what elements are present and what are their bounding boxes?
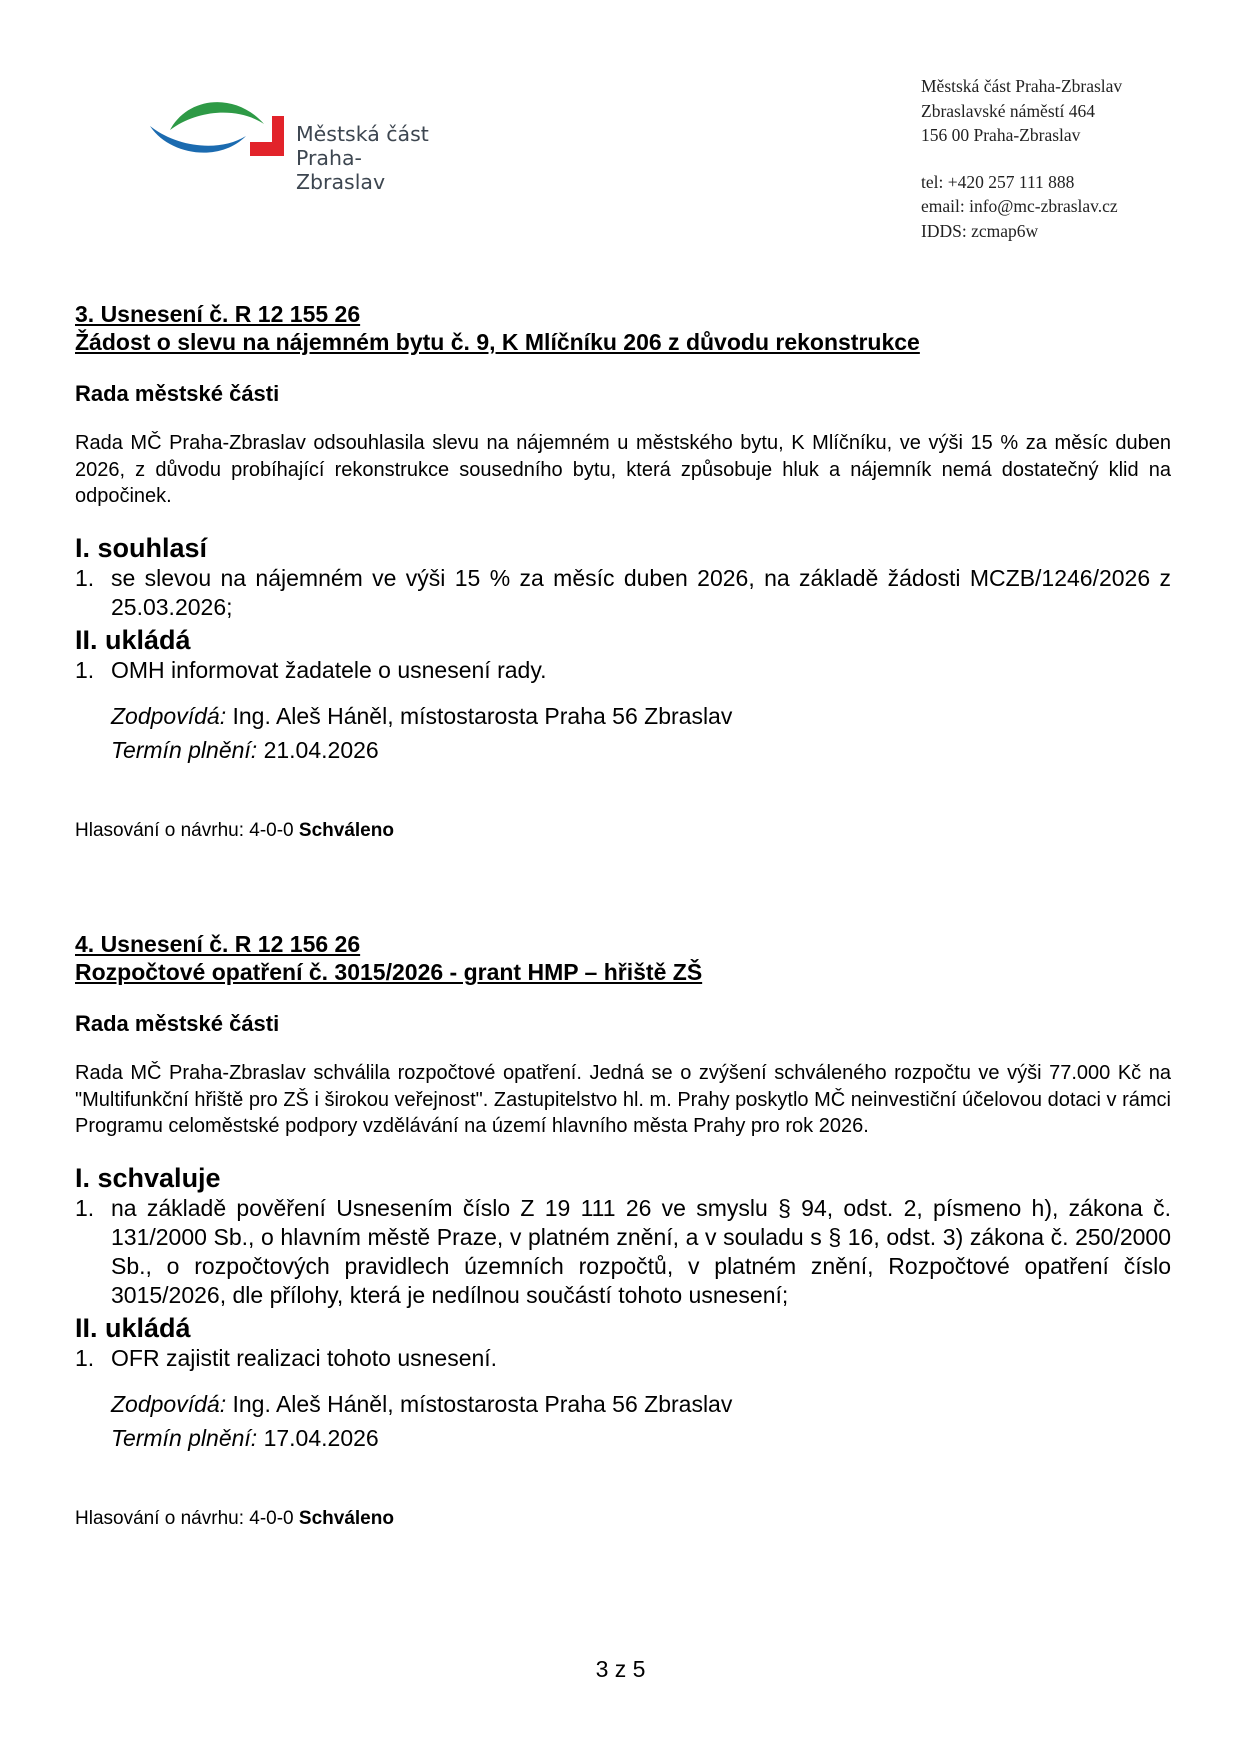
responsible-line xyxy=(75,1387,1171,1421)
resolution-description: Rada MČ Praha-Zbraslav schválila rozpočtové opatření. Jedná se o zvýšení schváleného rozpočtu ve výši 77.000 Kč na "Multifunkční hřiště pro ZŠ i širokou veřejnost". Zastupitelstvo hl. m. Prahy poskytlo MČ neinvestiční účelovou dotaci v rámci Programu celoměstské podpory vzdělávání na území hlavního města Prahy pro rok 2026. xyxy=(75,1062,1171,1137)
responsible-line xyxy=(75,699,1171,733)
contact-street: Zbraslavské náměstí 464 xyxy=(921,100,1095,121)
contact-phone: tel: +420 257 111 888 xyxy=(921,171,1075,192)
resolution-number: 3. Usnesení č. R 12 155 26 xyxy=(75,301,361,327)
logo-line-2: Praha-Zbraslav xyxy=(296,146,386,194)
contact-office: Městská část Praha-Zbraslav xyxy=(921,76,1123,96)
logo-line-1: Městská část xyxy=(296,122,429,146)
contact-gap xyxy=(921,148,1122,170)
contact-idds: IDDS: zcmap6w xyxy=(921,220,1039,241)
item-text: se slevou na nájemném ve výši 15 % za měsíc duben 2026, na základě žádosti MCZB/1246/2026 z 25.03.2026; xyxy=(111,564,1171,620)
logo-mark-icon xyxy=(148,96,293,166)
resolution-number: 4. Usnesení č. R 12 156 26 xyxy=(75,931,361,957)
part-1-item xyxy=(75,1194,1171,1310)
part-1-item xyxy=(75,564,1171,622)
council-heading: Rada městské části xyxy=(75,381,280,406)
page-number: 3 z 5 xyxy=(595,1656,646,1682)
deadline-line xyxy=(75,733,1171,767)
item-number: 1. xyxy=(75,564,95,591)
resolution-title: Rozpočtové opatření č. 3015/2026 - grant HMP – hřiště ZŠ xyxy=(75,959,703,985)
part-2-item xyxy=(75,1344,1171,1373)
item-number: 1. xyxy=(75,656,95,683)
vote-label: Hlasování o návrhu: 4-0-0 xyxy=(75,819,294,841)
resolution-title: Žádost o slevu na nájemném bytu č. 9, K Mlíčníku 206 z důvodu rekonstrukce xyxy=(75,329,920,355)
part-2-heading: II. ukládá xyxy=(75,1312,191,1343)
item-text: OFR zajistit realizaci tohoto usnesení. xyxy=(111,1344,498,1371)
vote-line xyxy=(75,819,1171,843)
item-number: 1. xyxy=(75,1194,95,1221)
resolution-description: Rada MČ Praha-Zbraslav odsouhlasila slevu na nájemném u městského bytu, K Mlíčníku, ve výši 15 % za měsíc duben 2026, z důvodu probíhající rekonstrukce sousedního bytu, která způsobuje hluk a nájemník nemá dostatečný klid na odpočinek. xyxy=(75,432,1171,507)
item-number: 1. xyxy=(75,1344,95,1371)
vote-label: Hlasování o návrhu: 4-0-0 xyxy=(75,1507,294,1529)
resolution-4 xyxy=(75,930,1171,1531)
deadline-label: Termín plnění: xyxy=(111,1424,258,1451)
resolution-3 xyxy=(75,300,1171,843)
vote-line xyxy=(75,1507,1171,1531)
deadline-value: 17.04.2026 xyxy=(263,1424,379,1451)
vote-result: Schváleno xyxy=(298,1507,394,1529)
contact-block xyxy=(921,74,1122,243)
contact-email: email: info@mc-zbraslav.cz xyxy=(921,196,1118,216)
part-1-heading: I. souhlasí xyxy=(75,532,208,563)
responsible-value: Ing. Aleš Háněl, místostarosta Praha 56 Zbraslav xyxy=(232,1390,733,1417)
item-text: na základě pověření Usnesením číslo Z 19 111 26 ve smyslu § 94, odst. 2, písmeno h), zákona č. 131/2000 Sb., o hlavním městě Praze, v platném znění, a v souladu s § 16, odst. 3) zákona č. 250/2000 Sb., o rozpočtových pravidlech územních rozpočtů, v platném znění, Rozpočtové opatření číslo 3015/2026, dle přílohy, která je nedílnou součástí tohoto usnesení; xyxy=(111,1194,1171,1308)
contact-city: 156 00 Praha-Zbraslav xyxy=(921,125,1081,145)
part-2-heading: II. ukládá xyxy=(75,624,191,655)
item-text: OMH informovat žadatele o usnesení rady. xyxy=(111,656,547,683)
deadline-line xyxy=(75,1421,1171,1455)
council-heading: Rada městské části xyxy=(75,1011,280,1036)
page-header xyxy=(0,0,1241,260)
responsible-label: Zodpovídá: xyxy=(111,702,227,729)
vote-result: Schváleno xyxy=(298,819,394,841)
responsible-label: Zodpovídá: xyxy=(111,1390,227,1417)
part-1-heading: I. schvaluje xyxy=(75,1162,221,1193)
deadline-label: Termín plnění: xyxy=(111,736,258,763)
municipality-logo xyxy=(148,96,448,194)
deadline-value: 21.04.2026 xyxy=(263,736,379,763)
part-2-item xyxy=(75,656,1171,685)
logo-wordmark xyxy=(296,122,448,194)
responsible-value: Ing. Aleš Háněl, místostarosta Praha 56 Zbraslav xyxy=(232,702,733,729)
